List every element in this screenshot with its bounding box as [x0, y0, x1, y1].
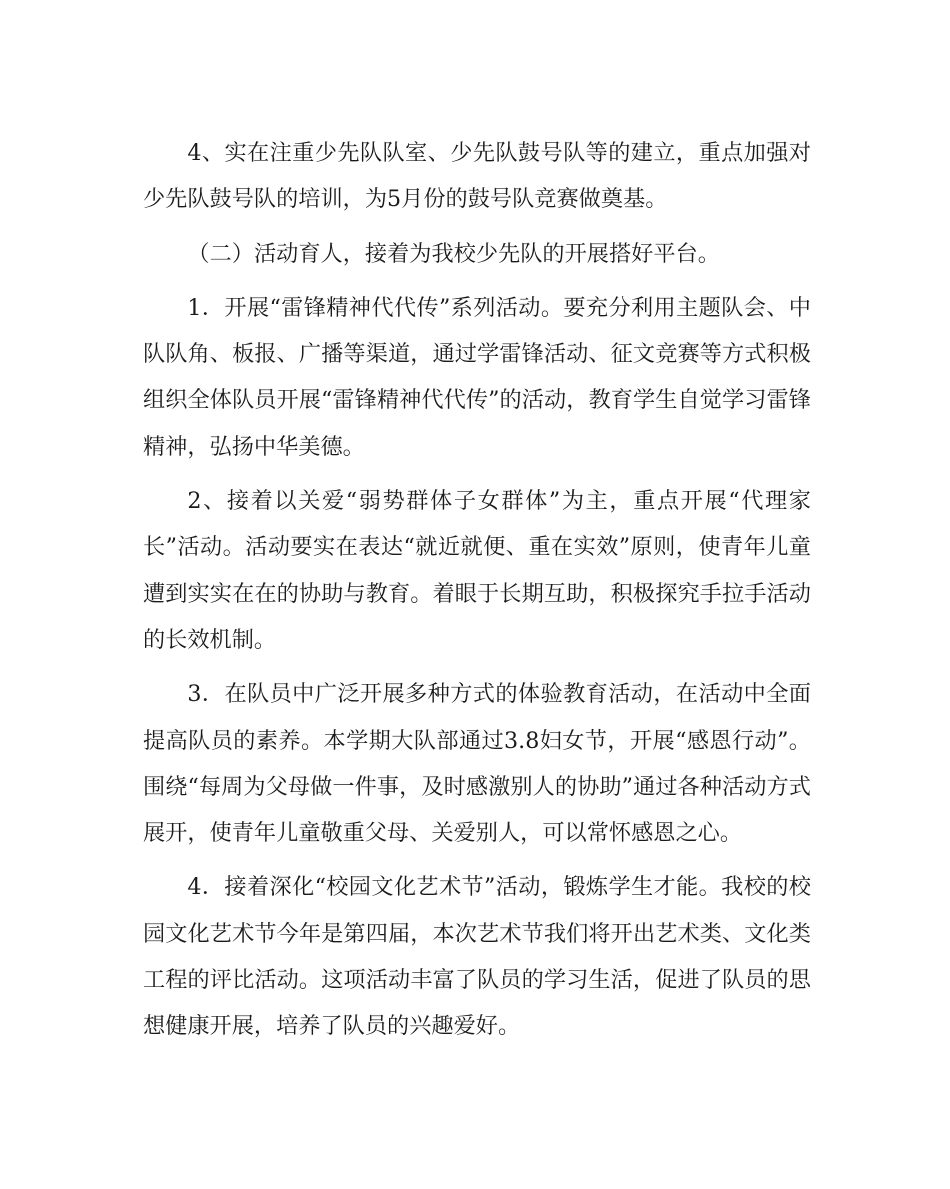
paragraph-2: 1．开展“雷锋精神代代传”系列活动。要充分利用主题队会、中队队角、板报、广播等渠道，通过学雷锋活动、征文竞赛等方式积极组织全体队员开展“雷锋精神代代传”的活动，教育学生自觉学习雷锋精神，弘扬中华美德。	[143, 294, 811, 460]
paragraph-3: 2、接着以关爱“弱势群体子女群体”为主，重点开展“代理家长”活动。活动要实在表达“就近就便、重在实效”原则，使青年儿童遭到实实在在的协助与教育。着眼于长期互助，积极探究手拉手活动的长效机制。	[143, 488, 811, 653]
section-heading: （二）活动育人，接着为我校少先队的开展搭好平台。	[187, 240, 720, 267]
document-body	[143, 130, 811, 1058]
paragraph-4: 3．在队员中广泛开展多种方式的体验教育活动，在活动中全面提高队员的素养。本学期大队部通过3.8妇女节，开展“感恩行动”。围绕“每周为父母做一件事，及时感激别人的协助”通过各种活动方式展开，使青年儿童敬重父母、关爱别人，可以常怀感恩之心。	[143, 681, 811, 847]
paragraph-1: 4、实在注重少先队队室、少先队鼓号队等的建立，重点加强对少先队鼓号队的培训，为5月份的鼓号队竞赛做奠基。	[143, 140, 811, 213]
paragraph-5: 4．接着深化“校园文化艺术节”活动，锻炼学生才能。我校的校园文化艺术节今年是第四届，本次艺术节我们将开出艺术类、文化类工程的评比活动。这项活动丰富了队员的学习生活，促进了队员的思想健康开展，培养了队员的兴趣爱好。	[143, 874, 811, 1040]
